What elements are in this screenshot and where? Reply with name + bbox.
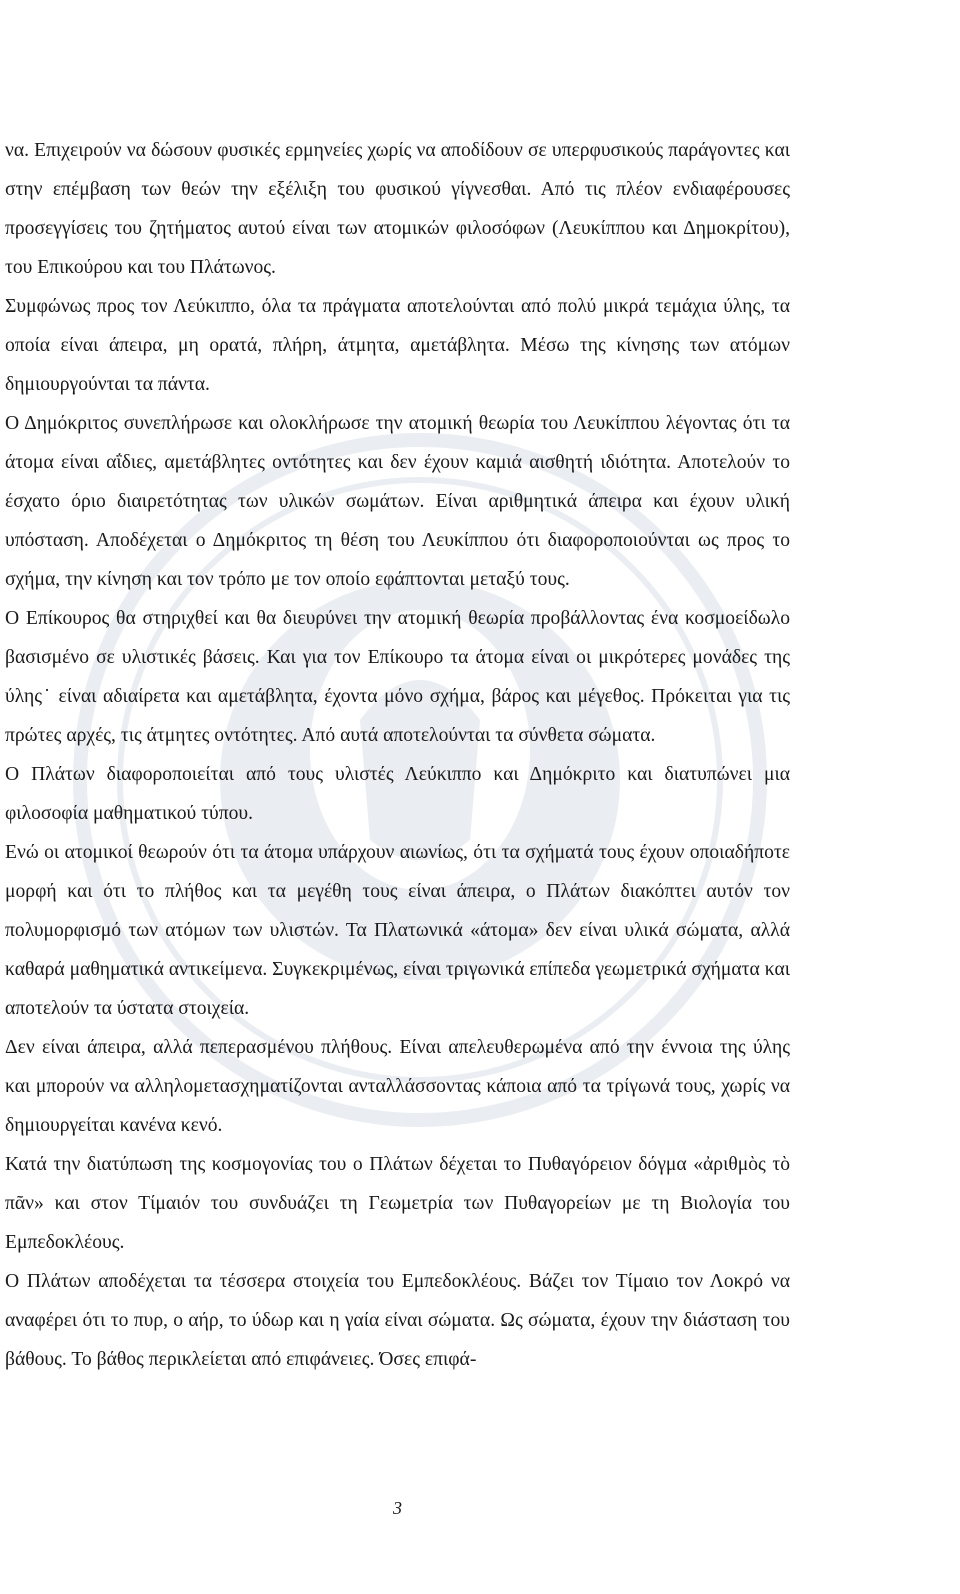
body-text — [5, 131, 790, 1379]
paragraph: Ο Πλάτων διαφοροποιείται από τους υλιστές Λεύκιππο και Δημόκριτο και διατυπώνει μια φιλοσοφία μαθηματικού τύπου. — [5, 764, 790, 824]
paragraph: Δεν είναι άπειρα, αλλά πεπερασμένου πλήθους. Είναι απελευθερωμένα από την έννοια της ύλης και μπορούν να αλληλομετασχηματίζονται ανταλλάσσοντας κάποια από τα τρίγωνά τους, χωρίς να δημιουργείται κανένα κενό. — [5, 1037, 790, 1136]
paragraph: Ο Επίκουρος θα στηριχθεί και θα διευρύνει την ατομική θεωρία προβάλλοντας ένα κοσμοείδωλο βασισμένο σε υλιστικές βάσεις. Και για τον Επίκουρο τα άτομα είναι οι μικρότερες μονάδες της ύλης˙ είναι αδιαίρετα και αμετάβλητα, έχοντα μόνο σχήμα, βάρος και μέγεθος. Πρόκειται για τις πρώτες αρχές, τις άτμητες οντότητες. Από αυτά αποτελούνται τα σύνθετα σώματα. — [5, 608, 790, 746]
paragraph: Ο Πλάτων αποδέχεται τα τέσσερα στοιχεία του Εμπεδοκλέους. Βάζει τον Τίμαιο τον Λοκρό να αναφέρει ότι το πυρ, ο αήρ, το ύδωρ και η γαία είναι σώματα. Ως σώματα, έχουν την διάσταση του βάθους. Το βάθος περικλείεται από επιφάνειες. Όσες επιφά- — [5, 1271, 790, 1370]
paragraph: Ο Δημόκριτος συνεπλήρωσε και ολοκλήρωσε την ατομική θεωρία του Λευκίππου λέγοντας ότι τα άτομα είναι αΐδιες, αμετάβλητες οντότητες και δεν έχουν καμιά αισθητή ιδιότητα. Αποτελούν το έσχατο όριο διαιρετότητας των υλικών σωμάτων. Είναι αριθμητικά άπειρα και έχουν υλική υπόσταση. Αποδέχεται ο Δημόκριτος τη θέση του Λευκίππου ότι διαφοροποιούνται ως προς το σχήμα, την κίνηση και τον τρόπο με τον οποίο εφάπτονται μεταξύ τους. — [5, 413, 790, 590]
paragraph: να. Επιχειρούν να δώσουν φυσικές ερμηνείες χωρίς να αποδίδουν σε υπερφυσικούς παράγοντες και στην επέμβαση των θεών την εξέλιξη του φυσικού γίγνεσθαι. Από τις πλέον ενδιαφέρουσες προσεγγίσεις του ζητήματος αυτού είναι των ατομικών φιλοσόφων (Λευκίππου και Δημοκρίτου), του Επικούρου και του Πλάτωνος. — [5, 140, 790, 278]
paragraph: Ενώ οι ατομικοί θεωρούν ότι τα άτομα υπάρχουν αιωνίως, ότι τα σχήματά τους έχουν οποιαδήποτε μορφή και ότι το πλήθος και τα μεγέθη τους είναι άπειρα, ο Πλάτων διακόπτει αυτόν τον πολυμορφισμό των ατόμων των υλιστών. Τα Πλατωνικά «άτομα» δεν είναι υλικά σώματα, αλλά καθαρά μαθηματικά αντικείμενα. Συγκεκριμένως, είναι τριγωνικά επίπεδα γεωμετρικά σχήματα και αποτελούν τα ύστατα στοιχεία. — [5, 842, 790, 1019]
paragraph: Κατά την διατύπωση της κοσμογονίας του ο Πλάτων δέχεται το Πυθαγόρειον δόγμα «ἀριθμὸς τὸ πᾶν» και στον Τίμαιόν του συνδυάζει τη Γεωμετρία των Πυθαγορείων με τη Βιολογία του Εμπεδοκλέους. — [5, 1154, 790, 1253]
page-number: 3 — [393, 1498, 402, 1518]
paragraph: Συμφώνως προς τον Λεύκιππο, όλα τα πράγματα αποτελούνται από πολύ μικρά τεμάχια ύλης, τα οποία είναι άπειρα, μη ορατά, πλήρη, άτμητα, αμετάβλητα. Μέσω της κίνησης των ατόμων δημιουργούνται τα πάντα. — [5, 296, 790, 395]
